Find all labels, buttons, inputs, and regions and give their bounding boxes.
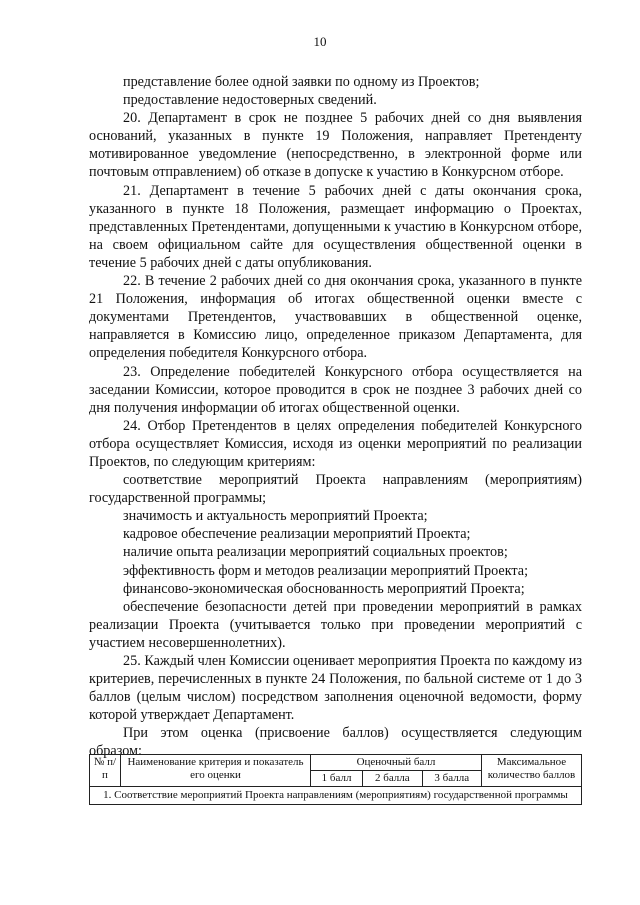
criteria-item: наличие опыта реализации мероприятий социальных проектов; [123,544,508,561]
header-score-3: 3 балла [422,771,481,787]
page-number: 10 [313,34,327,49]
criteria-item: значимость и актуальность мероприятий Проекта; [123,508,428,525]
criteria-item: соответствие мероприятий Проекта направлениям (мероприятиям) государственной программы; [89,472,582,507]
paragraph: 21. Департамент в течение 5 рабочих дней с даты окончания срока, указанного в пункте 18 Положения, размещает информацию о Проектах, представленных Претендентами, допущенными к участию в Конкурсном отборе, на своем официальном сайте для осуществления общественной оценки в течение 5 рабочих дней с даты опубликования. [89,182,582,271]
criteria-item: кадровое обеспечение реализации мероприятий Проекта; [123,526,471,543]
paragraph: 20. Департамент в срок не позднее 5 рабочих дней со дня выявления оснований, указанных в пункте 19 Положения, направляет Претенденту мотивированное уведомление (непосредственно, в электронной форме или почтовым отправлением) об отказе в допуске к участию в Конкурсном отборе. [89,110,582,181]
header-max-score: Максимальное количество баллов [482,755,582,787]
criteria-item: обеспечение безопасности детей при проведении мероприятий в рамках реализации Проекта (учитывается только при проведении мероприятий с участием несовершеннолетних). [89,598,582,651]
header-score-1: 1 балл [311,771,363,787]
scoring-table [89,754,582,805]
header-criterion: Наименование критерия и показатель его оценки [121,755,311,787]
criteria-item: финансово-экономическая обоснованность мероприятий Проекта; [123,580,525,597]
table-section-row: 1. Соответствие мероприятий Проекта направлениям (мероприятиям) государственной программы [90,787,582,805]
criteria-item: эффективность форм и методов реализации мероприятий Проекта; [123,562,529,579]
paragraph: 25. Каждый член Комиссии оценивает мероприятия Проекта по каждому из критериев, перечисленных в пункте 24 Положения, по бальной системе от 1 до 3 баллов (целым числом) посредством заполнения оценочной ведомости, форму которой утверждает Департамент. [89,653,582,724]
paragraph: 23. Определение победителей Конкурсного отбора осуществляется на заседании Комиссии, которое проводится в срок не позднее 3 рабочих дней со дня получения информации об итогах общественной оценки. [89,363,582,416]
paragraph: 24. Отбор Претендентов в целях определения победителей Конкурсного отбора осуществляет Комиссия, исходя из оценки мероприятий по реализации Проектов, по следующим критериям: [89,417,582,470]
paragraph: 22. В течение 2 рабочих дней со дня окончания срока, указанного в пункте 21 Положения, информация об итогах общественной оценки вместе с документами Претендентов, участвовавших в общественной оценке, направляется в Комиссию лицо, определенное приказом Департамента, для определения победителя Конкурсного отбора. [89,273,582,362]
document-body [89,73,582,761]
paragraph: представление более одной заявки по одному из Проектов; [123,74,480,90]
header-number: № п/п [90,755,121,787]
header-score-group: Оценочный балл [311,755,482,771]
paragraph: При этом оценка (присвоение баллов) осуществляется следующим образом: [89,725,582,760]
paragraph: предоставление недостоверных сведений. [123,92,377,109]
header-score-2: 2 балла [363,771,422,787]
